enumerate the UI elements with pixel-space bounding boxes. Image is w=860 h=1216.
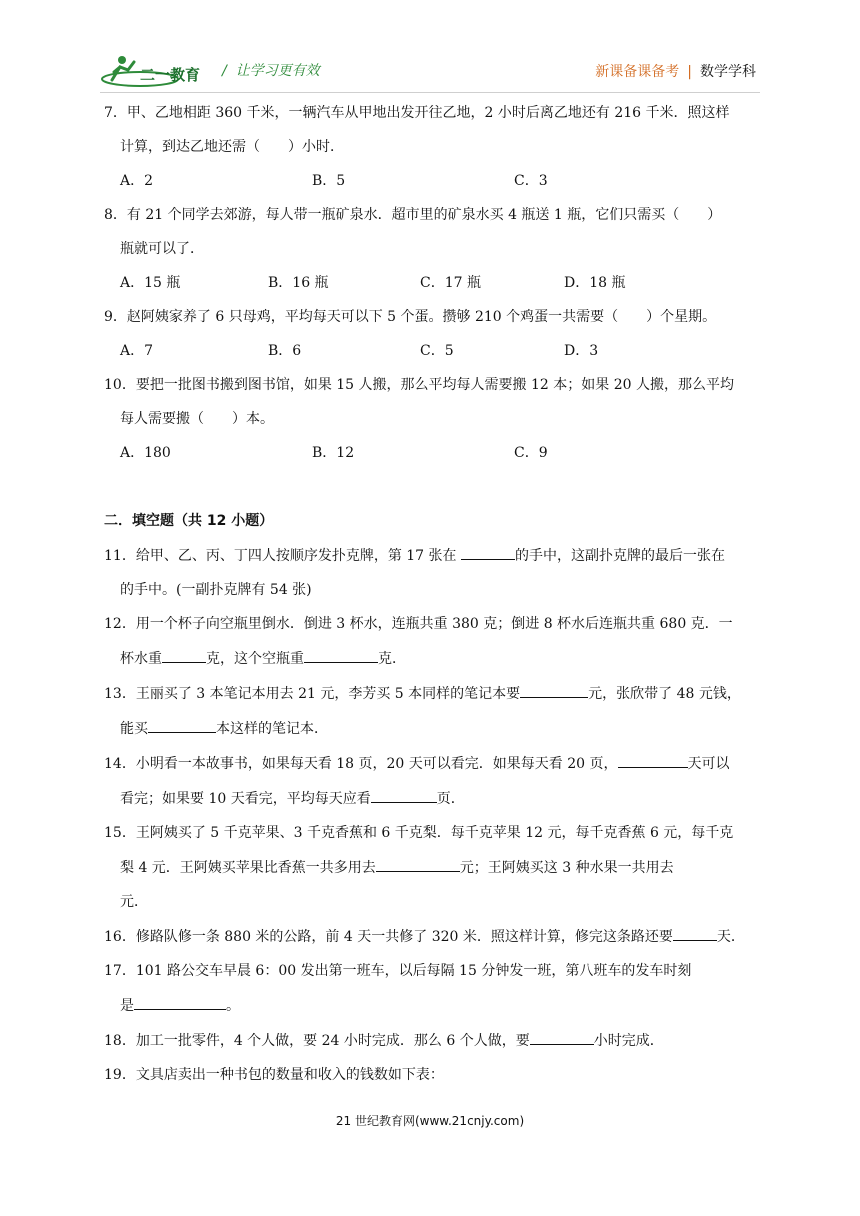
- answer-blank[interactable]: [461, 545, 515, 560]
- options-row: [104, 341, 764, 361]
- option-c: C．17 瓶: [420, 275, 481, 291]
- question-line: 看完；如果要 10 天看完，平均每天应看 页．: [104, 788, 764, 809]
- option-c: C．5: [420, 343, 454, 359]
- question-line: 是 。: [104, 995, 764, 1016]
- question-line: 的手中。(一副扑克牌有 54 张): [120, 582, 312, 598]
- question-line: 15．王阿姨买了 5 千克苹果、3 千克香蕉和 6 千克梨．每千克苹果 12 元，每千克香蕉 6 元，每千克: [104, 825, 734, 841]
- question-line: 10．要把一批图书搬到图书馆，如果 15 人搬，那么平均每人需要搬 12 本；如果 20 人搬，那么平均: [104, 377, 734, 393]
- options-row: [104, 443, 764, 463]
- answer-blank[interactable]: [376, 857, 460, 872]
- option-a: A．180: [120, 445, 171, 461]
- slogan-text: / 让学习更有效: [222, 63, 320, 79]
- answer-blank[interactable]: [618, 753, 688, 768]
- question-line: 13．王丽买了 3 本笔记本用去 21 元，李芳买 5 本同样的笔记本要 元，张欣带了 48 元钱，: [104, 683, 764, 704]
- answer-blank[interactable]: [530, 1030, 594, 1045]
- option-a: A．2: [120, 173, 154, 189]
- options-row: [104, 171, 764, 191]
- answer-blank[interactable]: [673, 926, 717, 941]
- option-d: D．18 瓶: [564, 275, 626, 291]
- question-line: 每人需要搬（ ）本。: [120, 411, 274, 427]
- question-line: 7．甲、乙地相距 360 千米，一辆汽车从甲地出发开往乙地，2 小时后离乙地还有 216 千米．照这样: [104, 105, 730, 121]
- section-title: 二．填空题（共 12 小题）: [104, 513, 274, 529]
- question-line: 11．给甲、乙、丙、丁四人按顺序发扑克牌，第 17 张在 的手中，这副扑克牌的最后一张在: [104, 545, 764, 566]
- question-line: 元．: [120, 894, 148, 910]
- option-b: B．16 瓶: [268, 275, 329, 291]
- option-b: B．6: [268, 343, 302, 359]
- question-line: 18．加工一批零件，4 个人做，要 24 小时完成．那么 6 个人做，要 小时完成．: [104, 1030, 764, 1051]
- header-subject: 数学学科: [700, 64, 756, 80]
- page-footer: 21 世纪教育网(www.21cnjy.com): [335, 1114, 525, 1128]
- header-divider: [100, 92, 760, 93]
- question-line: 瓶就可以了．: [120, 241, 204, 257]
- answer-blank[interactable]: [304, 648, 378, 663]
- question-line: 计算，到达乙地还需（ ）小时．: [120, 139, 344, 155]
- question-line: 14．小明看一本故事书，如果每天看 18 页，20 天可以看完．如果每天看 20 页， 天可以: [104, 753, 764, 774]
- logo-icon: [100, 52, 220, 90]
- question-line: 17．101 路公交车早晨 6：00 发出第一班车，以后每隔 15 分钟发一班，第八班车的发车时刻: [104, 963, 692, 979]
- logo-text: 二一教育: [140, 66, 201, 84]
- question-line: 8．有 21 个同学去郊游，每人带一瓶矿泉水．超市里的矿泉水买 4 瓶送 1 瓶，它们只需买（ ）: [104, 207, 722, 223]
- option-a: A．15 瓶: [120, 275, 181, 291]
- option-c: C．9: [514, 445, 548, 461]
- answer-blank[interactable]: [134, 995, 226, 1010]
- option-b: B．5: [312, 173, 346, 189]
- question-line: 梨 4 元．王阿姨买苹果比香蕉一共多用去 元；王阿姨买这 3 种水果一共用去: [104, 857, 764, 878]
- header-separator: |: [687, 64, 692, 80]
- option-a: A．7: [120, 343, 154, 359]
- question-line: 16．修路队修一条 880 米的公路，前 4 天一共修了 320 米．照这样计算，修完这条路还要 天．: [104, 926, 764, 947]
- page-content: [104, 103, 764, 1085]
- answer-blank[interactable]: [520, 683, 588, 698]
- option-d: D．3: [564, 343, 599, 359]
- answer-blank[interactable]: [371, 788, 437, 803]
- question-line: 12．用一个杯子向空瓶里倒水．倒进 3 杯水，连瓶共重 380 克；倒进 8 杯水后连瓶共重 680 克．一: [104, 616, 733, 632]
- option-b: B．12: [312, 445, 355, 461]
- question-line: 能买 本这样的笔记本．: [104, 718, 764, 739]
- header-label: 新课备课备考: [595, 64, 680, 80]
- answer-blank[interactable]: [148, 718, 216, 733]
- options-row: [104, 273, 764, 293]
- header-right: [595, 61, 756, 81]
- question-line: 杯水重 克，这个空瓶重 克．: [104, 648, 764, 669]
- question-line: 19．文具店卖出一种书包的数量和收入的钱数如下表：: [104, 1067, 444, 1083]
- answer-blank[interactable]: [162, 648, 206, 663]
- page-header: [0, 0, 860, 96]
- question-line: 9．赵阿姨家养了 6 只母鸡，平均每天可以下 5 个蛋。攒够 210 个鸡蛋一共需要（ ）个星期。: [104, 309, 717, 325]
- option-c: C．3: [514, 173, 548, 189]
